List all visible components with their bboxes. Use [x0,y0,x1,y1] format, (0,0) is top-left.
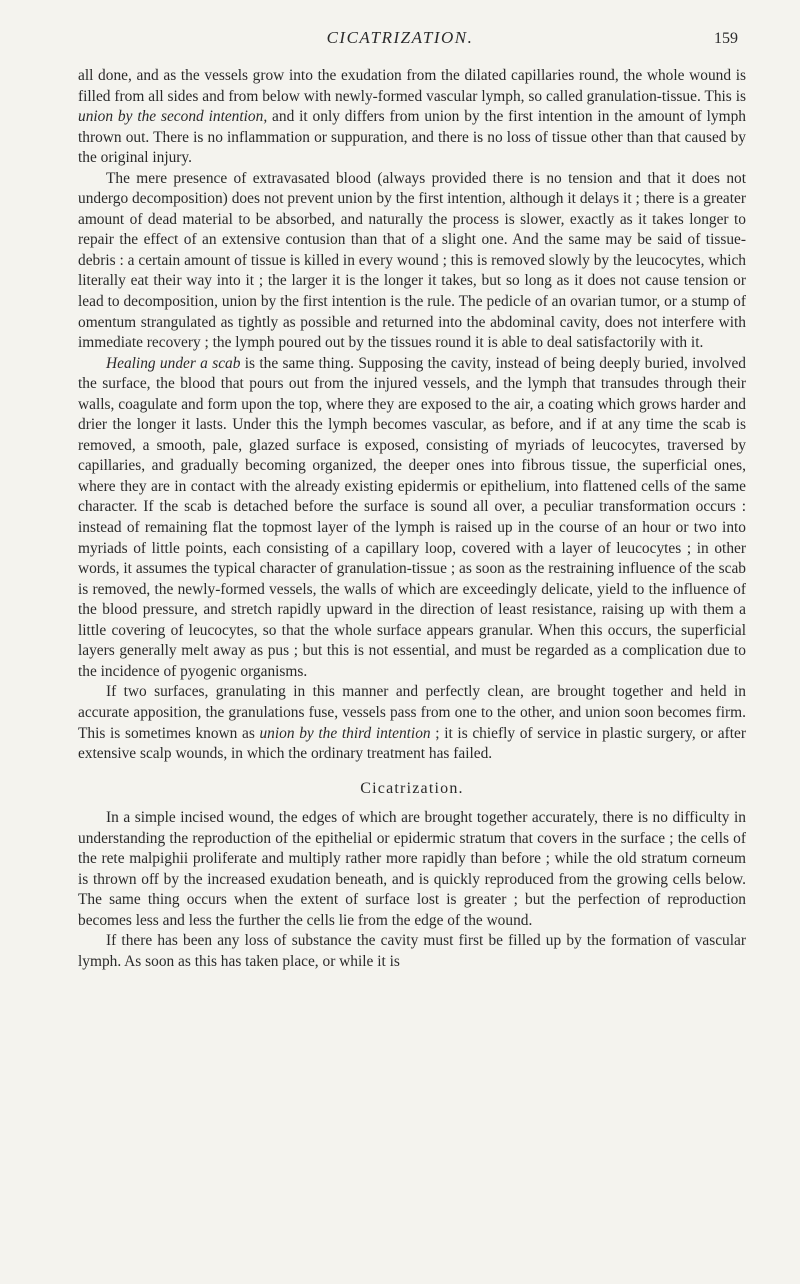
paragraph-2: The mere presence of extravasated blood (always provided there is no tension and that it does not undergo decomposition) does not prevent union by the first intention, although it delays it ; there is a greater amount of dead material to be absorbed, and naturally the process is slower, exactly as it takes longer to repair the effect of an extensive contusion than that of a slight one. And the same may be said of tissue-debris : a certain amount of tissue is killed in every wound ; this is removed slowly by the leucocytes, which literally eat their way into it ; the larger it is the longer it takes, but so long as it does not cause tension or lead to decomposition, union by the first intention is the rule. The pedicle of an ovarian tumor, or a stump of omentum strangulated as tightly as possible and returned into the abdominal cavity, does not interfere with immediate recovery ; the lymph poured out by the tissues round it is able to deal satisfactorily with it. [78,169,746,352]
running-title: CICATRIZATION. [326,28,474,47]
paragraph-3-text: is the same thing. Supposing the cavity, instead of being deeply buried, involved the surface, the blood that pours out from the injured vessels, and the lymph that transudes through their walls, coagulate and form upon the top, where they are exposed to the air, a coating which grows harder and drier the longer it lasts. Under this the lymph becomes vascular, as before, and if at any time the scab is removed, a smooth, pale, glazed surface is exposed, consisting of myriads of leucocytes, traversed by capillaries, and gradually becoming organized, the deeper ones into fibrous tissue, the superficial ones, where they are in contact with the already existing epidermis or epithelium, into flattened cells of the same character. If the scab is detached before the surface is sound all over, a peculiar transformation occurs : instead of remaining flat the topmost layer of the lymph is raised up in the course of an hour or two into myriads of little points, each consisting of a capillary loop, covered with a layer of leucocytes ; in other words, it assumes the typical character of granulation-tissue ; as soon as the restraining influence of the scab is removed, the newly-formed vessels, the walls of which are exceedingly delicate, yield to the influence of the blood pressure, and stretch rapidly upward in the direction of least resistance, raising up with them a little covering of leucocytes, so that the whole surface appears granular. When this occurs, the superficial layers generally melt away as pus ; but this is not essential, and must be regarded as a complication due to the incidence of pyogenic organisms. [78,354,746,680]
paragraph-4 [78,682,746,764]
term-third-intention: union by the third intention [259,724,431,742]
paragraph-3 [78,354,746,683]
paragraph-1 [78,66,746,169]
paragraph-1-text-a: all done, and as the vessels grow into the exudation from the dilated capillaries round, the whole wound is filled from all sides and from below with newly-formed vascular lymph, so called granulation-tissue. This is [78,67,746,105]
paragraph-5: In a simple incised wound, the edges of which are brought together accurately, there is no difficulty in understanding the reproduction of the epithelial or epidermic stratum that covers in the surface ; the cells of the rete malpighii proliferate and multiply rather more rapidly than before ; while the old stratum corneum is thrown off by the increased exudation beneath, and is quickly reproduced from the growing cells below. The same thing occurs when the extent of surface lost is greater ; but the perfection of reproduction becomes less and less the further the cells lie from the edge of the wound. [78,809,746,929]
paragraph-1-text-b: and it only differs from union by the first intention in the amount of lymph thrown out. There is no inflammation or suppuration, and there is no loss of tissue other than that caused by the original injury. [78,108,746,167]
section-heading: Cicatrization. [360,779,464,797]
running-head [0,20,800,60]
term-healing-under-scab: Healing under a scab [106,354,241,372]
page-number: 159 [714,30,738,47]
body-text [78,66,746,973]
paragraph-4-text-b: ; it is chiefly of service in plastic surgery, or after extensive scalp wounds, in which the ordinary treatment has failed. [78,724,746,763]
term-second-intention: union by the second intention, [78,108,268,126]
paragraph-4-text-a: If two surfaces, granulating in this manner and perfectly clean, are brought together and held in accurate apposition, the granulations fuse, vessels pass from one to the other, and union soon becomes firm. This is sometimes known as [78,683,746,742]
paragraph-6: If there has been any loss of substance the cavity must first be filled up by the formation of vascular lymph. As soon as this has taken place, or while it is [78,932,746,970]
